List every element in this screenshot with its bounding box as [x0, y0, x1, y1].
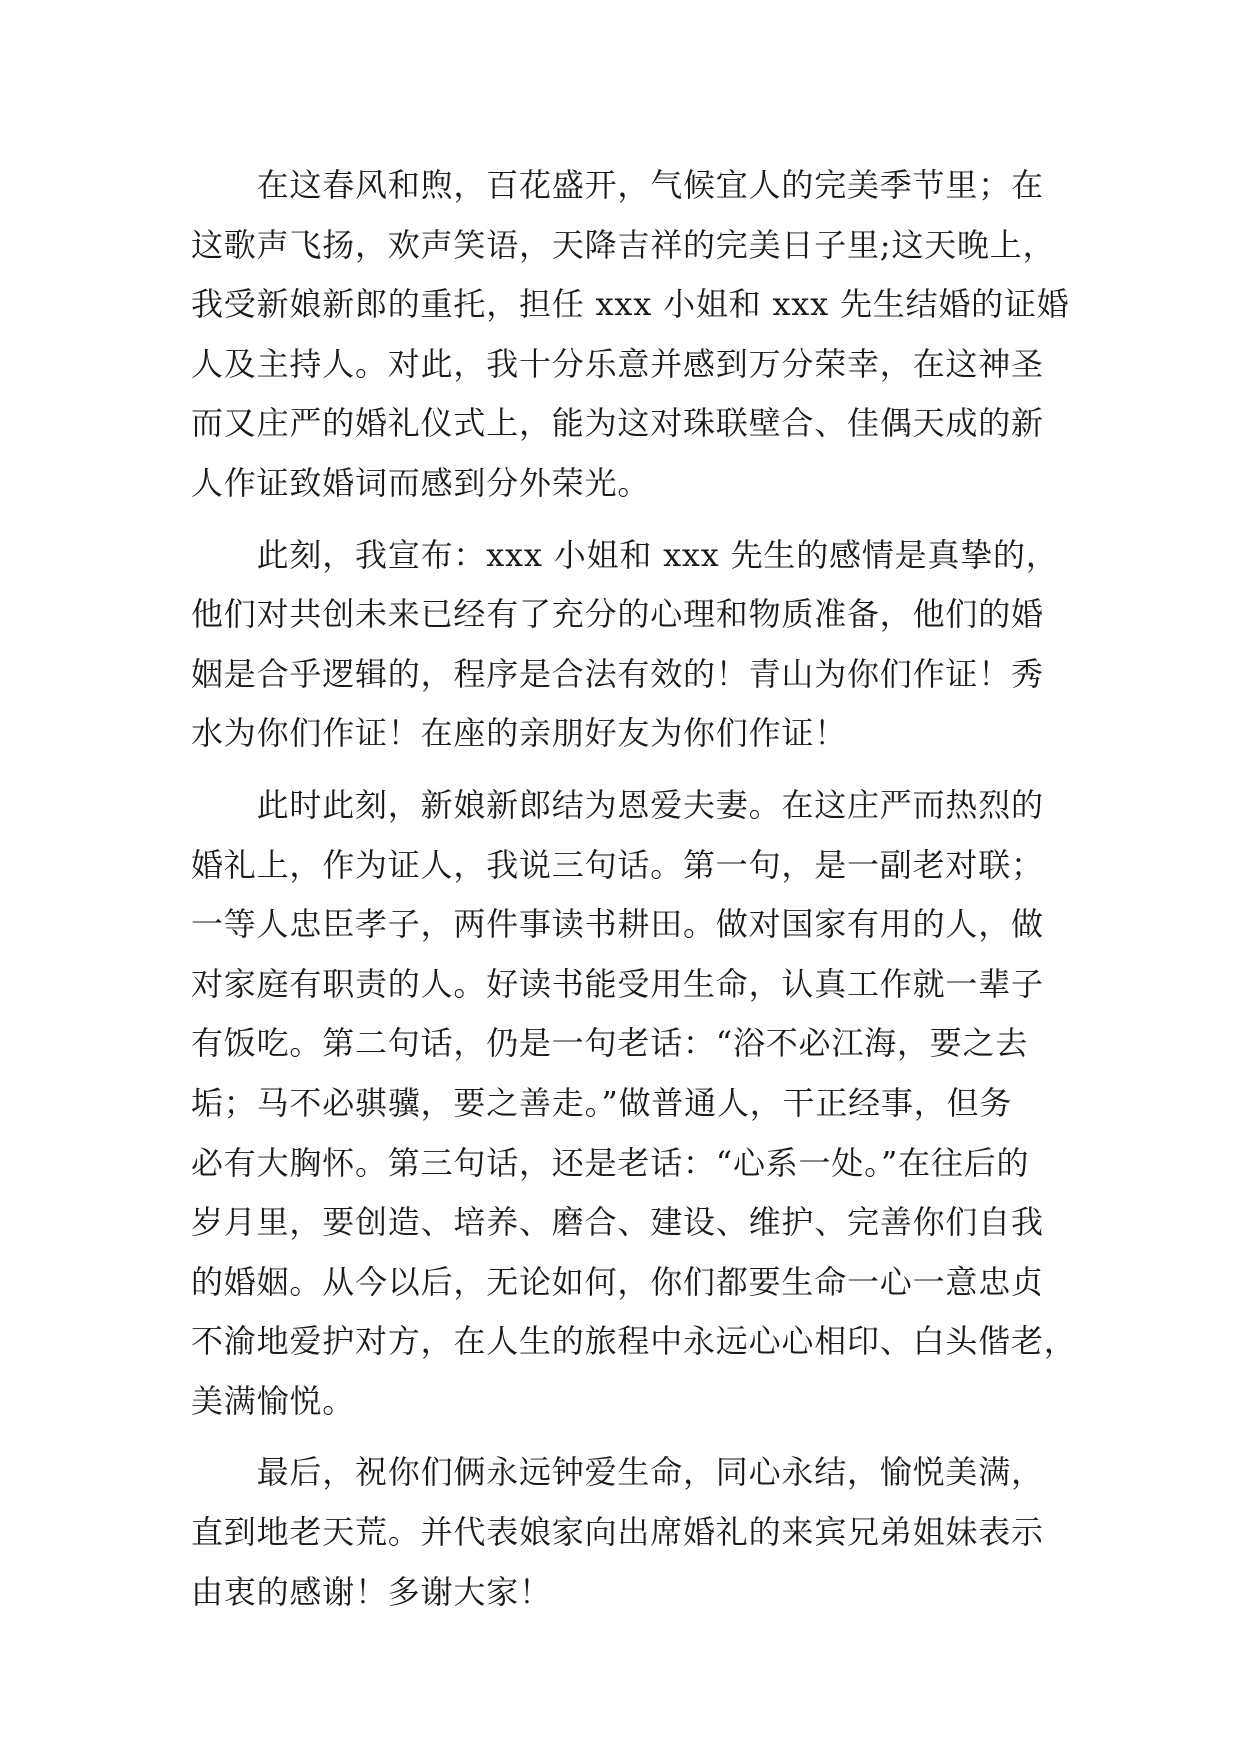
text-line: 由衷的感谢！多谢大家！	[191, 1572, 552, 1611]
text-line: 垢；马不必骐骥，要之善走。”做普通人，干正经事，但务	[191, 1083, 1013, 1122]
text-line: 此时此刻，新娘新郎结为恩爱夫妻。在这庄严而热烈的	[191, 785, 1044, 824]
paragraph-4	[191, 1443, 1061, 1622]
text-line: 人及主持人。对此，我十分乐意并感到万分荣幸，在这神圣	[191, 344, 1044, 383]
text-line: 水为你们作证！在座的亲朋好友为你们作证！	[191, 714, 848, 753]
text-line: 婚礼上，作为证人，我说三句话。第一句，是一副老对联；	[191, 845, 1044, 884]
paragraph-3	[191, 776, 1077, 1432]
text-line: 必有大胸怀。第三句话，还是老话：“心系一处。”在往后的	[191, 1143, 1030, 1182]
text-line: 在这春风和煦，百花盛开，气候宜人的完美季节里；在	[191, 166, 1044, 204]
text-line: 他们对共创未来已经有了充分的心理和物质准备，他们的婚	[191, 595, 1044, 634]
text-line: 此刻，我宣布：xxx 小姐和 xxx 先生的感情是真挚的，	[191, 535, 1059, 574]
text-line: 我受新娘新郎的重托，担任 xxx 小姐和 xxx 先生结婚的证婚	[191, 285, 1070, 324]
text-line: 而又庄严的婚礼仪式上，能为这对珠联壁合、佳偶天成的新	[191, 404, 1044, 443]
text-line: 不渝地爱护对方，在人生的旅程中永远心心相印、白头偕老，	[191, 1322, 1077, 1361]
text-line: 这歌声飞扬，欢声笑语，天降吉祥的完美日子里;这天晚上，	[191, 225, 1056, 264]
text-line: 岁月里，要创造、培养、磨合、建设、维护、完善你们自我	[191, 1203, 1044, 1242]
paragraph-1	[191, 156, 1070, 514]
text-line: 美满愉悦。	[191, 1381, 356, 1420]
text-line: 的婚姻。从今以后，无论如何，你们都要生命一心一意忠贞	[191, 1262, 1044, 1301]
text-line: 有饭吃。第二句话，仍是一句老话：“浴不必江海，要之去	[191, 1024, 1029, 1063]
text-line: 一等人忠臣孝子，两件事读书耕田。做对国家有用的人，做	[191, 905, 1044, 944]
text-line: 直到地老天荒。并代表娘家向出席婚礼的来宾兄弟姐妹表示	[191, 1513, 1044, 1552]
document-body	[191, 156, 1077, 1634]
text-line: 最后，祝你们俩永远钟爱生命，同心永结，愉悦美满，	[191, 1453, 1044, 1492]
paragraph-2	[191, 526, 1061, 764]
text-line: 对家庭有职责的人。好读书能受用生命，认真工作就一辈子	[191, 964, 1044, 1003]
text-line: 姻是合乎逻辑的，程序是合法有效的！青山为你们作证！秀	[191, 654, 1044, 693]
text-line: 人作证致婚词而感到分外荣光。	[191, 463, 651, 502]
